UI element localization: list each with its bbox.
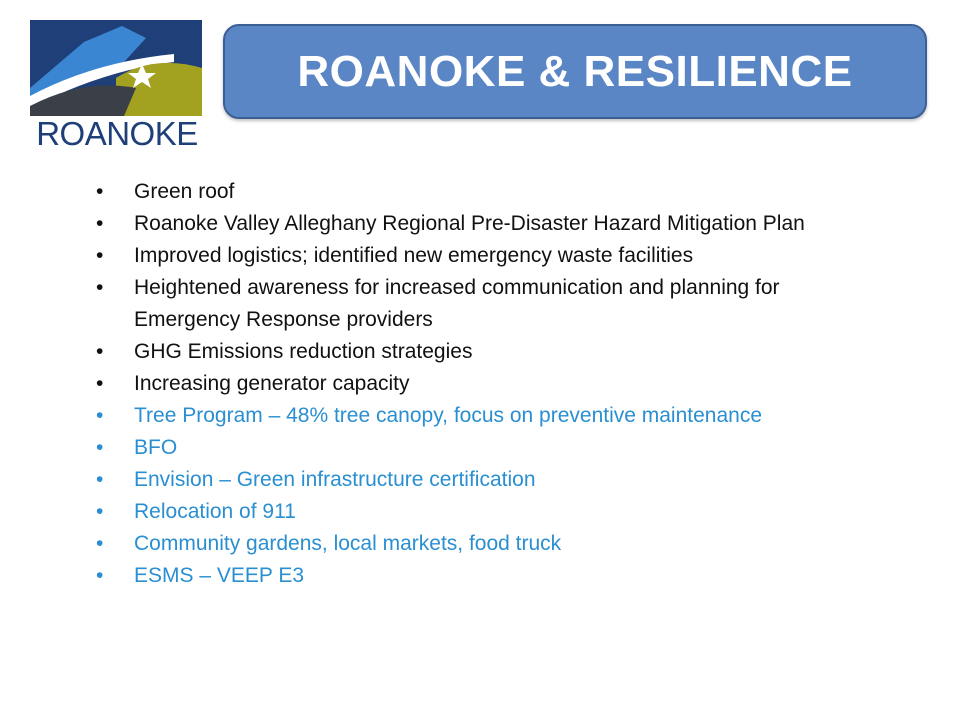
title-banner [223, 24, 927, 119]
roanoke-logo-mark [24, 18, 208, 118]
bullet-text: Tree Program – 48% tree canopy, focus on preventive maintenance [134, 404, 763, 427]
bullet-dot: • [96, 436, 104, 459]
bullet-dot: • [96, 404, 104, 427]
bullet-text: Improved logistics; identified new emergency waste facilities [134, 244, 694, 267]
bullet-dot: • [96, 340, 104, 363]
bullet-item [96, 432, 826, 464]
slide-title: ROANOKE & RESILIENCE [297, 46, 853, 96]
bullet-list [96, 176, 826, 592]
bullet-item [96, 400, 826, 432]
bullet-text: ESMS – VEEP E3 [134, 564, 305, 587]
bullet-dot: • [96, 532, 104, 555]
bullet-item [96, 336, 826, 368]
bullet-item [96, 496, 826, 528]
bullet-item [96, 560, 826, 592]
bullet-dot: • [96, 180, 104, 203]
bullet-text: BFO [134, 436, 178, 459]
bullet-item [96, 272, 826, 336]
bullet-dot: • [96, 276, 104, 299]
bullet-dot: • [96, 564, 104, 587]
bullet-text: Heightened awareness for increased communication and planning for Emergency Response providers [134, 276, 780, 331]
bullet-item [96, 368, 826, 400]
bullet-dot: • [96, 372, 104, 395]
bullet-text: Green roof [134, 180, 235, 203]
bullet-text: Community gardens, local markets, food truck [134, 532, 562, 555]
bullet-item [96, 464, 826, 496]
bullet-item [96, 528, 826, 560]
roanoke-logo [24, 18, 208, 152]
bullet-dot: • [96, 468, 104, 491]
bullet-item [96, 208, 826, 240]
bullet-dot: • [96, 244, 104, 267]
bullet-text: GHG Emissions reduction strategies [134, 340, 473, 363]
bullet-text: Envision – Green infrastructure certification [134, 468, 536, 491]
bullet-item [96, 176, 826, 208]
bullet-text: Increasing generator capacity [134, 372, 410, 395]
bullet-item [96, 240, 826, 272]
logo-wordmark: ROANOKE [36, 115, 198, 152]
bullet-dot: • [96, 500, 104, 523]
bullet-text: Relocation of 911 [134, 500, 296, 523]
bullet-text: Roanoke Valley Alleghany Regional Pre-Disaster Hazard Mitigation Plan [134, 212, 805, 235]
bullet-dot: • [96, 212, 104, 235]
